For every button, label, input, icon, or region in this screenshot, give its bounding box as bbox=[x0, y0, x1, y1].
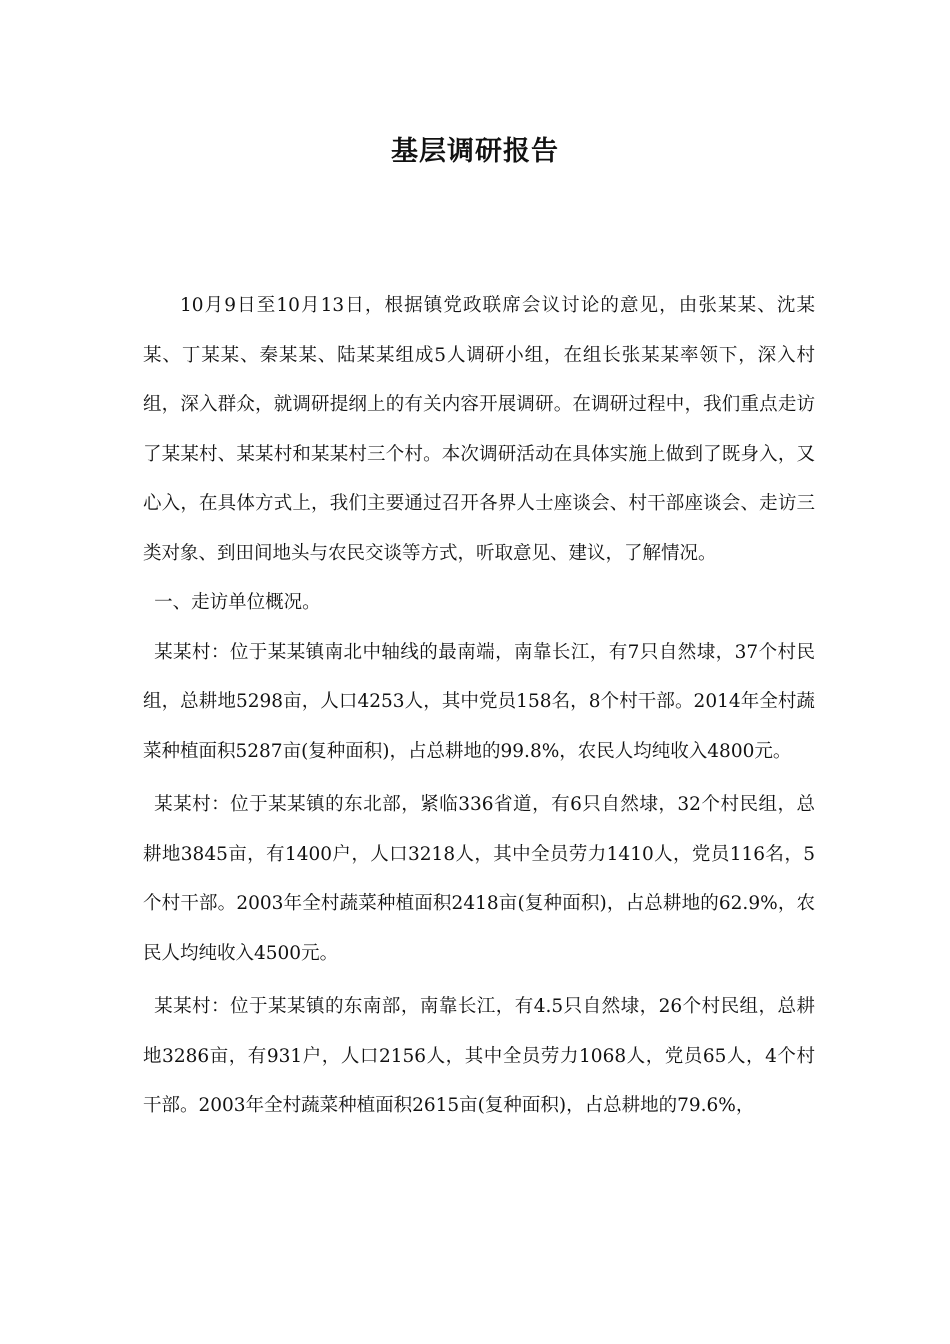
document-body bbox=[143, 281, 815, 1131]
document-title: 基层调研报告 bbox=[391, 136, 559, 167]
paragraph-village-3: 某某村：位于某某镇的东南部，南靠长江，有4.5只自然埭，26个村民组，总耕地3286亩，有931户，人口2156人，其中全员劳力1068人，党员65人，4个村干部。2003年全村蔬菜种植面积2615亩(复种面积)，占总耕地的79.6%， bbox=[143, 996, 815, 1116]
section-heading-visit-overview: 一、走访单位概况。 bbox=[154, 592, 321, 613]
paragraph-village-2: 某某村：位于某某镇的东北部，紧临336省道，有6只自然埭，32个村民组，总耕地3845亩，有1400户，人口3218人，其中全员劳力1410人，党员116名，5个村干部。2003年全村蔬菜种植面积2418亩(复种面积)，占总耕地的62.9%，农民人均纯收入4500元。 bbox=[143, 794, 815, 964]
paragraph-village-1: 某某村：位于某某镇南北中轴线的最南端，南靠长江，有7只自然埭，37个村民组，总耕地5298亩，人口4253人，其中党员158名，8个村干部。2014年全村蔬菜种植面积5287亩(复种面积)，占总耕地的99.8%，农民人均纯收入4800元。 bbox=[143, 641, 815, 762]
paragraph-intro: 10月9日至10月13日，根据镇党政联席会议讨论的意见，由张某某、沈某某、丁某某、秦某某、陆某某组成5人调研小组，在组长张某某率领下，深入村组，深入群众，就调研提纲上的有关内容开展调研。在调研过程中，我们重点走访了某某村、某某村和某某村三个村。本次调研活动在具体实施上做到了既身入，又心入，在具体方式上，我们主要通过召开各界人士座谈会、村干部座谈会、走访三类对象、到田间地头与农民交谈等方式，听取意见、建议，了解情况。 bbox=[143, 295, 815, 564]
